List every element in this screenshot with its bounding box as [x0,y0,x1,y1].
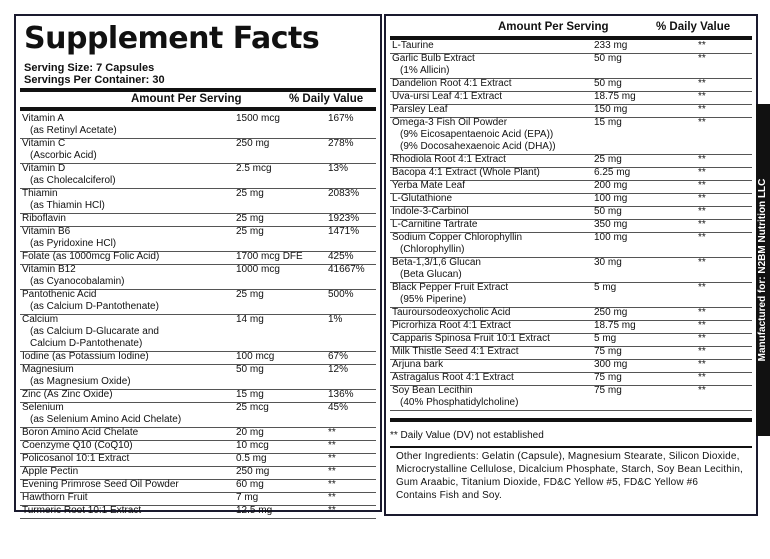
nutrient-dv: ** [698,180,706,191]
dv-footnote: ** Daily Value (DV) not established [390,430,544,441]
other-ingredients [396,450,750,502]
nutrient-name-text: Soy Bean Lecithin [392,385,473,396]
nutrient-dv: ** [328,492,336,503]
nutrient-name-text: L-Glutathione [392,193,453,204]
nutrient-name [392,372,514,384]
nutrient-name-text: Picrorhiza Root 4:1 Extract [392,320,511,331]
nutrient-amount: 25 mg [236,213,264,224]
nutrient-row [390,40,752,54]
nutrient-dv: ** [698,53,706,64]
nutrient-name-text: Vitamin A [22,113,65,124]
nutrient-amount: 14 mg [236,314,264,325]
nutrient-amount: 7 mg [236,492,259,503]
nutrient-dv: ** [698,117,706,128]
nutrient-name [392,206,469,218]
nutrient-row [20,226,376,252]
nutrient-name-text: Folate (as 1000mcg Folic Acid) [22,251,160,262]
nutrient-name [22,505,141,517]
nutrient-name [392,40,434,52]
nutrient-row [20,314,376,352]
nutrient-row [390,117,752,155]
nutrient-row [390,333,752,347]
dv-header: % Daily Value [289,93,364,105]
nutrient-name [22,188,105,212]
nutrient-row [390,372,752,386]
nutrient-amount: 250 mg [594,307,628,318]
nutrient-dv: ** [328,440,336,451]
right-facts-panel [384,14,758,516]
nutrient-name-text: Coenzyme Q10 (CoQ10) [22,440,133,451]
nutrient-amount: 2.5 mcg [236,163,272,174]
nutrient-name [22,364,131,388]
nutrient-dv: ** [328,466,336,477]
nutrient-name [22,351,149,363]
allergen-statement: Contains Fish and Soy. [396,490,502,501]
nutrient-name-text: Capparis Spinosa Fruit 10:1 Extract [392,333,550,344]
nutrient-dv: 1% [328,314,343,325]
nutrient-name [22,466,78,478]
nutrient-name [22,492,88,504]
nutrient-row [20,479,376,493]
nutrient-name-text: Parsley Leaf [392,104,448,115]
nutrient-name-text: Vitamin D [22,163,66,174]
nutrient-name-text: Tauroursodeoxycholic Acid [392,307,511,318]
nutrient-dv: ** [698,167,706,178]
nutrient-amount: 1500 mcg [236,113,280,124]
nutrient-dv: ** [698,257,706,268]
nutrient-form: (as Cyanocobalamin) [30,276,125,287]
nutrient-amount: 50 mg [594,206,622,217]
nutrient-dv: ** [698,346,706,357]
nutrient-name [392,104,448,116]
nutrient-name [22,251,159,263]
nutrient-name [392,385,518,409]
nutrient-name-text: Milk Thistle Seed 4:1 Extract [392,346,519,357]
nutrient-amount: 75 mg [594,385,622,396]
nutrient-row [20,188,376,214]
nutrient-form: (as Magnesium Oxide) [30,376,131,387]
nutrient-amount: 25 mg [236,289,264,300]
nutrient-dv: 278% [328,138,354,149]
nutrient-amount: 250 mg [236,138,270,149]
nutrient-dv: 1923% [328,213,360,224]
nutrient-row [20,364,376,390]
nutrient-name [392,117,556,153]
nutrient-name [392,333,550,345]
nutrient-name [22,440,133,452]
nutrient-row [390,359,752,373]
nutrient-name [392,257,481,281]
nutrient-name-text: Vitamin C [22,138,66,149]
nutrient-name-text: Thiamin [22,188,58,199]
thick-divider [20,88,376,92]
nutrient-name [22,402,181,426]
nutrient-amount: 5 mg [594,333,617,344]
nutrient-dv: ** [698,333,706,344]
nutrient-row [390,257,752,283]
nutrient-row [20,466,376,480]
nutrient-amount: 6.25 mg [594,167,631,178]
nutrient-name [392,232,522,256]
other-ingredients-label: Other Ingredients: [396,451,479,462]
nutrient-row [390,282,752,308]
nutrient-row [390,104,752,118]
nutrient-row [390,232,752,258]
nutrient-name-text: L-Taurine [392,40,434,51]
nutrient-amount: 12.5 mg [236,505,273,516]
nutrient-name-text: Hawthorn Fruit [22,492,88,503]
nutrient-amount: 10 mcg [236,440,269,451]
nutrient-row [390,154,752,168]
nutrient-amount: 100 mg [594,232,628,243]
nutrient-name [392,307,510,319]
manufacturer-label: Manufactured for: N2BM Nutrition LLC [757,178,768,362]
nutrient-amount: 100 mcg [236,351,275,362]
nutrient-dv: ** [328,427,336,438]
amount-header: Amount Per Serving [131,93,242,105]
nutrient-name [22,479,179,491]
nutrient-amount: 50 mg [594,53,622,64]
nutrient-name-text: Turmeric Root 10:1 Extract [22,505,142,516]
nutrient-name-text: Black Pepper Fruit Extract [392,282,509,293]
nutrient-dv: 67% [328,351,349,362]
nutrient-amount: 350 mg [594,219,628,230]
nutrient-dv: 167% [328,113,354,124]
nutrient-dv: ** [698,320,706,331]
nutrient-form: (40% Phosphatidylcholine) [400,397,519,408]
nutrient-row [390,385,752,411]
nutrient-row [20,505,376,519]
nutrient-row [20,138,376,164]
nutrient-form: (as Pyridoxine HCl) [30,238,117,249]
nutrient-name [22,226,116,250]
nutrient-form: (1% Allicin) [400,65,450,76]
nutrient-amount: 25 mcg [236,402,269,413]
nutrient-row [390,91,752,105]
nutrient-name-text: Boron Amino Acid Chelate [22,427,139,438]
nutrient-row [390,219,752,233]
nutrient-dv: ** [698,232,706,243]
nutrient-row [20,113,376,139]
nutrient-dv: 45% [328,402,349,413]
nutrient-row [20,492,376,506]
nutrient-amount: 15 mg [594,117,622,128]
nutrient-name [392,320,511,332]
nutrient-name-text: Riboflavin [22,213,66,224]
nutrient-row [20,264,376,290]
nutrient-name [392,359,443,371]
nutrient-amount: 50 mg [236,364,264,375]
nutrient-form: (9% Docosahexaenoic Acid (DHA)) [400,141,556,152]
nutrient-name-text: Vitamin B12 [22,264,76,275]
nutrient-amount: 25 mg [236,226,264,237]
nutrient-form: (as Calcium D-Glucarate and [30,326,159,337]
nutrient-form: (95% Piperine) [400,294,467,305]
nutrient-row [390,206,752,220]
nutrient-amount: 100 mg [594,193,628,204]
nutrient-name [392,167,540,179]
nutrient-dv: ** [698,282,706,293]
nutrient-dv: 12% [328,364,349,375]
nutrient-amount: 1700 mcg DFE [236,251,303,262]
nutrient-name [392,219,477,231]
thick-divider [390,418,752,422]
nutrient-amount: 75 mg [594,372,622,383]
nutrient-name [22,113,117,137]
nutrient-dv: ** [698,193,706,204]
nutrient-name-text: Garlic Bulb Extract [392,53,475,64]
nutrient-name [22,427,138,439]
nutrient-row [390,307,752,321]
nutrient-form: (9% Eicosapentaenoic Acid (EPA)) [400,129,554,140]
nutrient-name-text: Selenium [22,402,64,413]
nutrient-name [392,78,512,90]
nutrient-amount: 18.75 mg [594,320,636,331]
nutrient-row [20,389,376,403]
nutrient-row [20,213,376,227]
nutrient-form: (as Retinyl Acetate) [30,125,117,136]
nutrient-row [20,402,376,428]
amount-header-right: Amount Per Serving [498,21,609,33]
nutrient-row [20,289,376,315]
nutrient-dv: ** [698,372,706,383]
nutrient-row [20,351,376,365]
nutrient-amount: 150 mg [594,104,628,115]
nutrient-row [390,193,752,207]
nutrient-name-text: Evening Primrose Seed Oil Powder [22,479,179,490]
nutrient-name [392,91,502,103]
nutrient-name [22,163,116,187]
nutrient-dv: 13% [328,163,349,174]
nutrient-name-text: Policosanol 10:1 Extract [22,453,130,464]
nutrient-name [392,346,519,358]
dv-header-right: % Daily Value [656,21,731,33]
nutrient-name [392,154,506,166]
nutrient-amount: 200 mg [594,180,628,191]
nutrient-dv: ** [698,385,706,396]
servings-per-container: Servings Per Container: 30 [24,74,165,86]
nutrient-dv: ** [698,104,706,115]
nutrient-name [22,314,159,350]
nutrient-dv: ** [698,154,706,165]
nutrient-dv: ** [698,219,706,230]
nutrient-dv: ** [698,40,706,51]
nutrient-amount: 0.5 mg [236,453,267,464]
nutrient-name-text: Dandelion Root 4:1 Extract [392,78,512,89]
nutrient-name-text: Astragalus Root 4:1 Extract [392,372,514,383]
nutrient-row [390,346,752,360]
nutrient-form: (as Selenium Amino Acid Chelate) [30,414,182,425]
nutrient-name-text: Apple Pectin [22,466,79,477]
nutrient-name [22,389,113,401]
nutrient-dv: 2083% [328,188,360,199]
nutrient-dv: ** [328,479,336,490]
nutrient-amount: 1000 mcg [236,264,280,275]
nutrient-form: (Beta Glucan) [400,269,462,280]
nutrient-name-text: L-Carnitine Tartrate [392,219,478,230]
nutrient-name [22,453,129,465]
nutrient-name-text: Vitamin B6 [22,226,71,237]
nutrient-amount: 15 mg [236,389,264,400]
nutrient-row [20,427,376,441]
nutrient-amount: 300 mg [594,359,628,370]
nutrient-amount: 5 mg [594,282,617,293]
nutrient-name-text: Bacopa 4:1 Extract (Whole Plant) [392,167,540,178]
nutrient-name-text: Sodium Copper Chlorophyllin [392,232,523,243]
nutrient-dv: ** [328,453,336,464]
nutrient-name-text: Omega-3 Fish Oil Powder [392,117,508,128]
nutrient-dv: 425% [328,251,354,262]
nutrient-row [390,78,752,92]
nutrient-name-text: Uva-ursi Leaf 4:1 Extract [392,91,503,102]
nutrient-name-text: Rhodiola Root 4:1 Extract [392,154,506,165]
nutrient-name [22,138,97,162]
nutrient-dv: ** [328,505,336,516]
nutrient-name-text: Beta-1,3/1,6 Glucan [392,257,481,268]
other-ingredients-text: Gelatin (Capsule), Magnesium Stearate, Silicon Dioxide, Microcrystalline Cellulose, Dicalcium Phosphate, Starch, Soy Bean Lecithin, Gum Araabic, Titanium Dioxide, FD&C Yellow #5, FD&C Yellow #6 [396,451,743,488]
nutrient-dv: ** [698,91,706,102]
nutrient-amount: 250 mg [236,466,270,477]
nutrient-name-text: Iodine (as Potassium Iodine) [22,351,149,362]
nutrient-dv: ** [698,78,706,89]
nutrient-amount: 50 mg [594,78,622,89]
left-facts-panel [14,14,382,516]
nutrient-name [22,289,159,313]
nutrient-name [392,193,452,205]
nutrient-dv: 1471% [328,226,360,237]
nutrient-amount: 60 mg [236,479,264,490]
nutrient-name [22,264,125,288]
nutrient-name [392,282,508,306]
nutrient-amount: 25 mg [236,188,264,199]
nutrient-form: (as Calcium D-Pantothenate) [30,301,159,312]
nutrient-name [392,53,475,77]
divider [390,446,752,448]
nutrient-row [390,167,752,181]
nutrient-name [392,180,465,192]
nutrient-row [390,53,752,79]
nutrient-row [20,163,376,189]
nutrient-form: (Ascorbic Acid) [30,150,97,161]
nutrient-dv: ** [698,206,706,217]
nutrient-amount: 18.75 mg [594,91,636,102]
nutrient-dv: 136% [328,389,354,400]
nutrient-amount: 233 mg [594,40,628,51]
nutrient-row [20,251,376,265]
nutrient-form: Calcium D-Pantothenate) [30,338,143,349]
nutrient-name-text: Magnesium [22,364,74,375]
nutrient-row [20,453,376,467]
nutrient-amount: 30 mg [594,257,622,268]
serving-size: Serving Size: 7 Capsules [24,62,155,74]
nutrient-name-text: Zinc (As Zinc Oxide) [22,389,113,400]
nutrient-name-text: Indole-3-Carbinol [392,206,469,217]
nutrient-name [22,213,66,225]
nutrient-row [390,320,752,334]
nutrient-row [20,440,376,454]
nutrient-form: (as Thiamin HCl) [30,200,105,211]
nutrient-amount: 75 mg [594,346,622,357]
nutrient-name-text: Yerba Mate Leaf [392,180,466,191]
nutrient-dv: 41667% [328,264,365,275]
nutrient-name-text: Calcium [22,314,59,325]
nutrient-dv: 500% [328,289,354,300]
page-title: Supplement Facts [24,21,320,56]
nutrient-form: (as Cholecalciferol) [30,175,116,186]
nutrient-amount: 25 mg [594,154,622,165]
nutrient-name-text: Pantothenic Acid [22,289,97,300]
thick-divider [20,107,376,111]
nutrient-name-text: Arjuna bark [392,359,444,370]
nutrient-amount: 20 mg [236,427,264,438]
nutrient-row [390,180,752,194]
nutrient-dv: ** [698,359,706,370]
nutrient-form: (Chlorophyllin) [400,244,465,255]
nutrient-dv: ** [698,307,706,318]
